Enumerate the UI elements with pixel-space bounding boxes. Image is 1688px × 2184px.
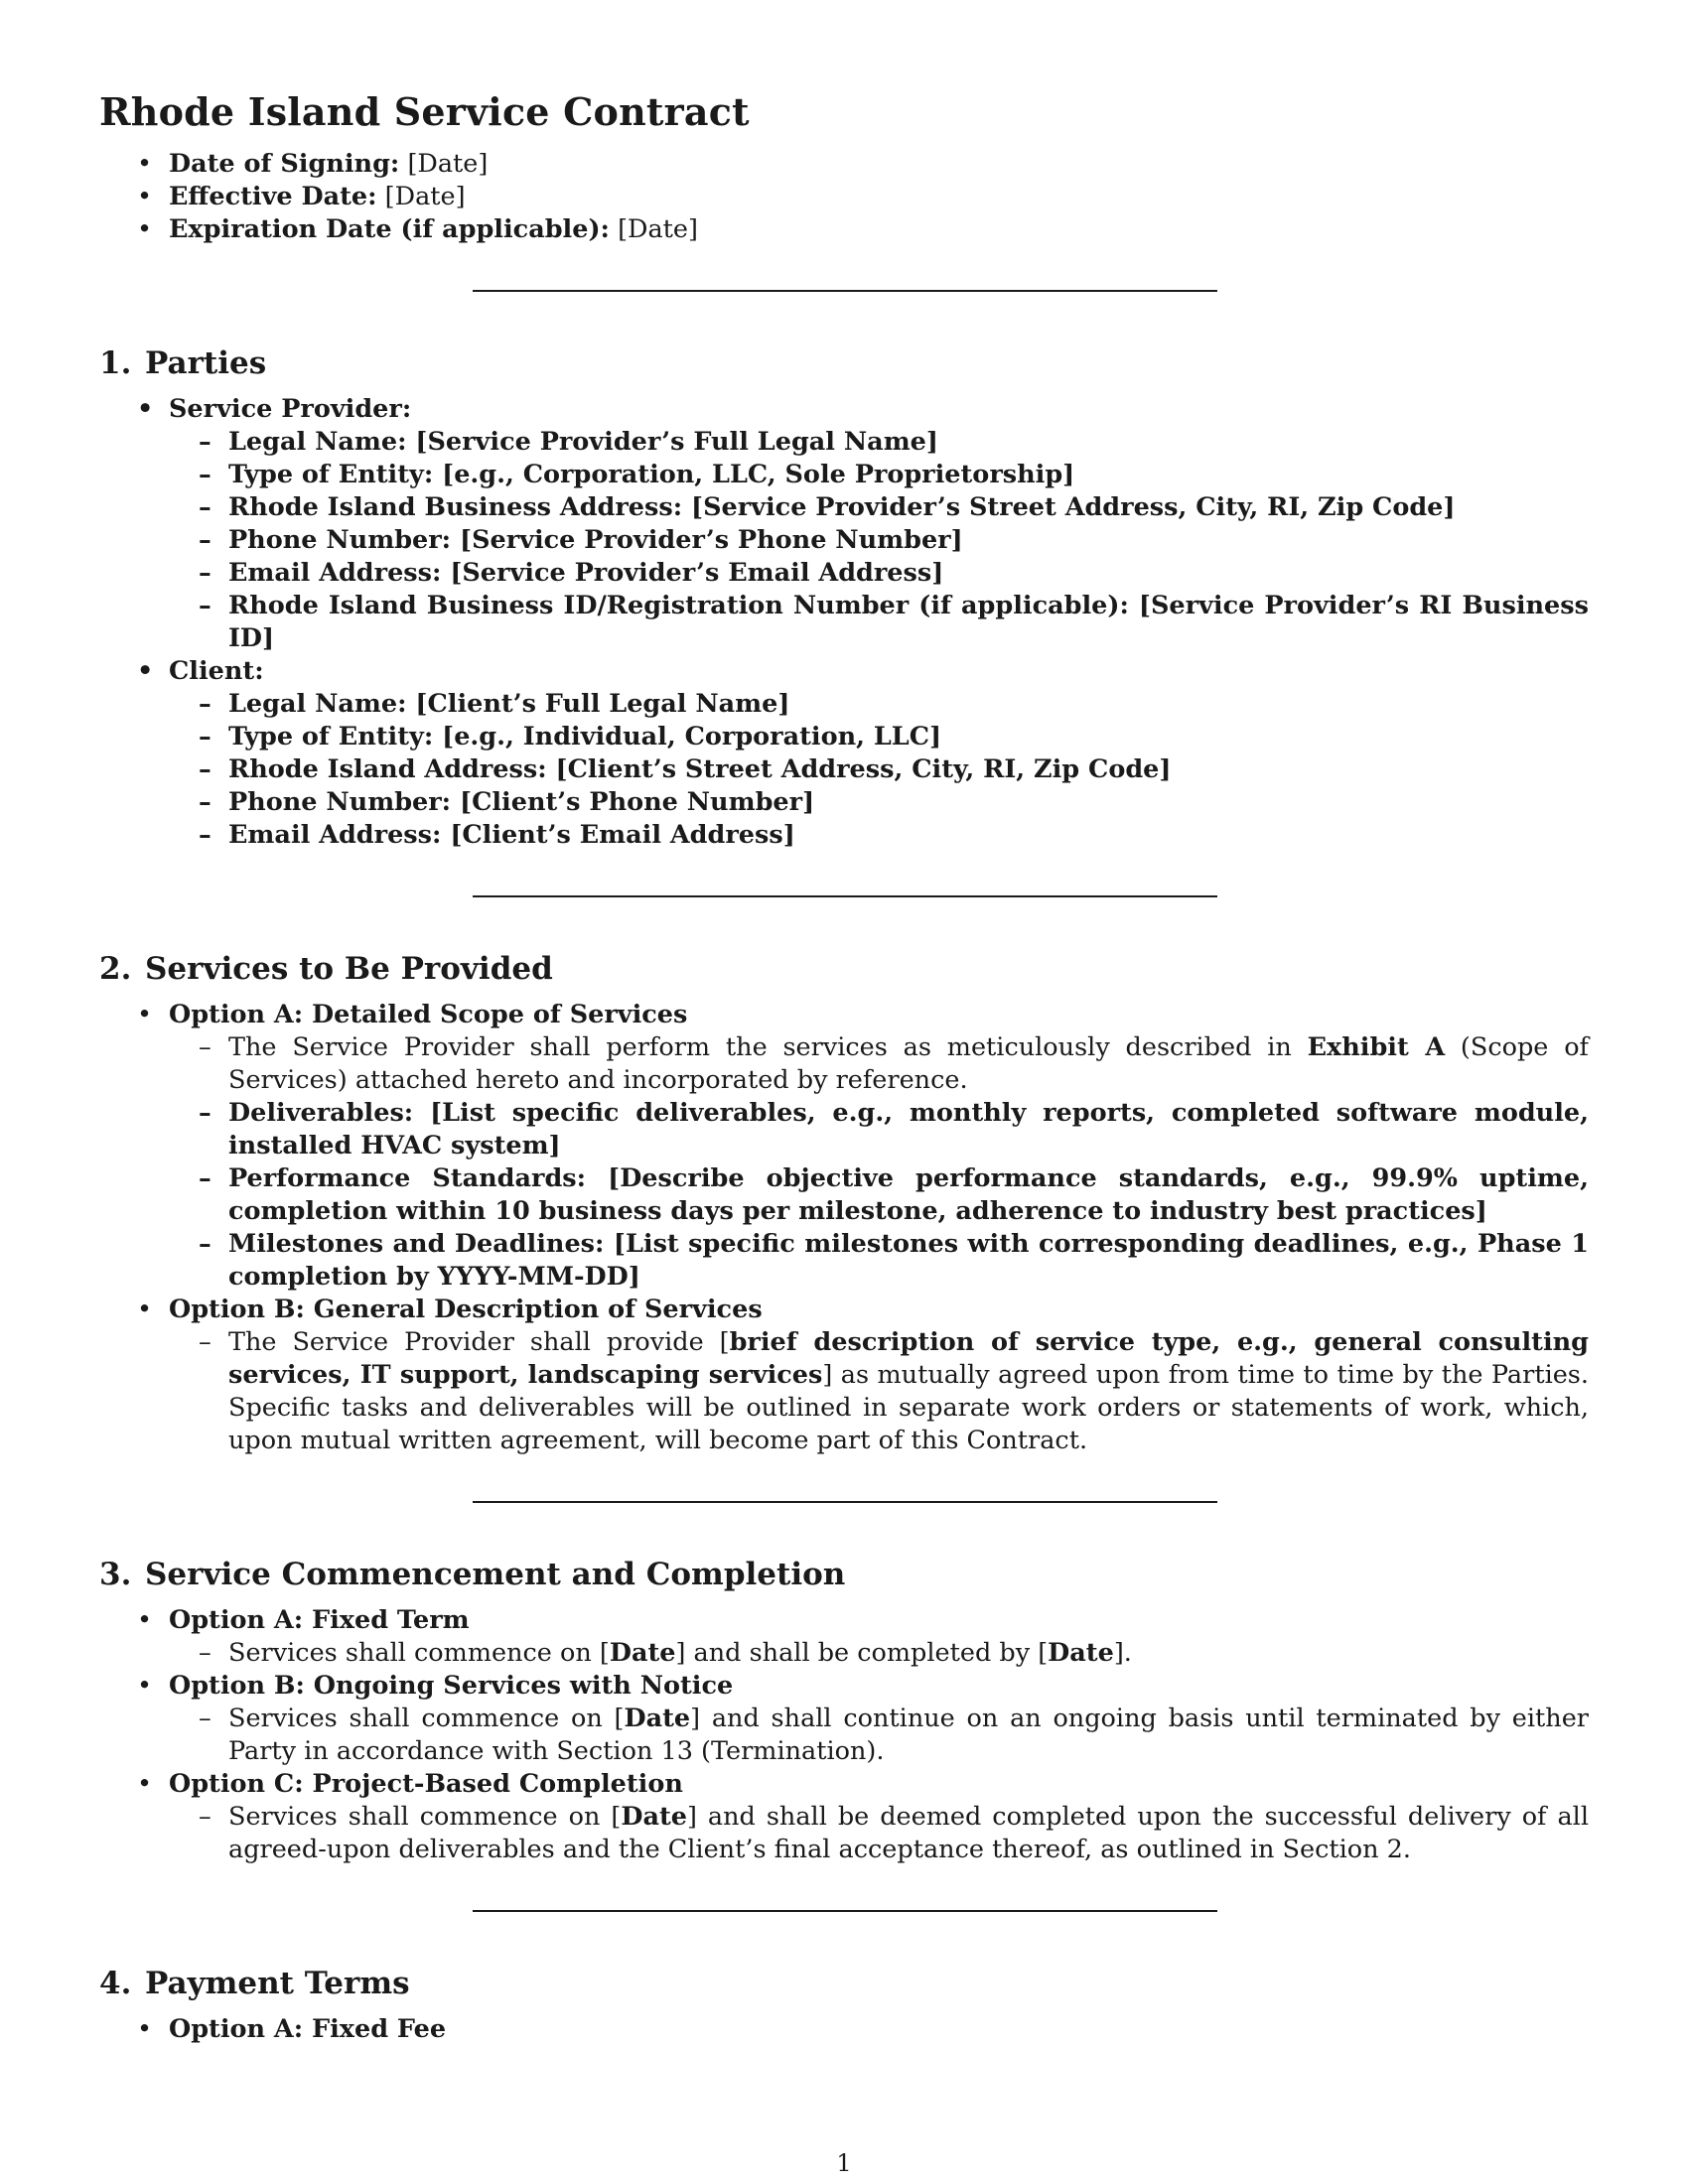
option-a-item [99, 2013, 1589, 2046]
section-heading-payment [99, 1966, 1589, 2001]
field-value: [Service Provider’s Full Legal Name] [415, 427, 938, 457]
field-value: [Service Provider’s RI Business ID] [228, 591, 1589, 653]
list-item [169, 1703, 1589, 1768]
field-value: [e.g., Individual, Corporation, LLC] [442, 722, 942, 751]
services-list [99, 999, 1589, 1457]
list-item [169, 459, 1589, 491]
date-value: [Date] [618, 214, 698, 244]
parties-list [99, 393, 1589, 852]
date-label: Effective Date: [169, 182, 377, 211]
date-value: [Date] [407, 149, 489, 179]
section-divider [473, 290, 1217, 292]
text: ] and shall be completed by [ [675, 1638, 1049, 1668]
text: The Service Provider shall perform the services as meticulously described in [228, 1032, 1308, 1062]
field-label: Rhode Island Business ID/Registration Number (if applicable): [228, 591, 1129, 620]
field-label: Legal Name: [228, 427, 407, 457]
effective-date [99, 181, 1589, 213]
section-title: Service Commencement and Completion [145, 1557, 846, 1592]
expiration-date [99, 213, 1589, 246]
list-item [169, 688, 1589, 721]
option-a-details [99, 1637, 1589, 1670]
text: ] and shall continue on an ongoing basis until terminated by either Party in accordance with Section 13 (Termination). [228, 1704, 1589, 1766]
section-heading-commencement [99, 1557, 1589, 1592]
section-number: 3. [99, 1557, 132, 1592]
option-label: Option C: Project-Based Completion [169, 1769, 683, 1799]
field-value: [Client’s Street Address, City, RI, Zip Code] [555, 754, 1172, 784]
date-label: Expiration Date (if applicable): [169, 214, 610, 244]
option-b-item [99, 1670, 1589, 1768]
option-a-item [99, 999, 1589, 1294]
client-label: Client: [169, 656, 264, 686]
field-label: Performance Standards: [228, 1163, 587, 1193]
option-label: Option B: General Description of Services [169, 1295, 763, 1324]
option-c-details [99, 1801, 1589, 1866]
field-label: Email Address: [228, 820, 442, 850]
service-provider-label: Service Provider: [169, 394, 412, 424]
list-item [169, 524, 1589, 557]
date-placeholder: Date [621, 1802, 687, 1832]
option-label: Option B: Ongoing Services with Notice [169, 1671, 734, 1701]
list-item [169, 1637, 1589, 1670]
field-label: Phone Number: [228, 525, 452, 555]
field-value: [e.g., Corporation, LLC, Sole Proprietorship] [442, 460, 1075, 489]
text: (Scope of Services) attached hereto and incorporated by reference. [228, 1032, 1589, 1095]
field-label: Email Address: [228, 558, 442, 588]
field-label: Milestones and Deadlines: [228, 1229, 605, 1259]
field-value: [List specific deliverables, e.g., monthly reports, completed software module, installed HVAC system] [228, 1098, 1589, 1160]
list-item [169, 1228, 1589, 1294]
service-provider-item [99, 393, 1589, 655]
page-number: 1 [836, 2149, 852, 2177]
field-value: [Client’s Phone Number] [460, 787, 815, 817]
field-value: [Client’s Email Address] [450, 820, 795, 850]
option-label: Option A: Fixed Fee [169, 2014, 447, 2044]
commencement-list [99, 1604, 1589, 1866]
option-b-details [99, 1703, 1589, 1768]
placeholder-text: brief description of service type, e.g., general consulting services, IT support, landscaping services [228, 1327, 1590, 1390]
list-item [169, 786, 1589, 819]
list-item [169, 1031, 1589, 1097]
list-item [169, 721, 1589, 753]
document-title: Rhode Island Service Contract [99, 89, 750, 134]
client-item [99, 655, 1589, 852]
field-value: [Service Provider’s Phone Number] [460, 525, 963, 555]
field-label: Rhode Island Business Address: [228, 492, 683, 522]
field-value: [List specific milestones with corresponding deadlines, e.g., Phase 1 completion by YYYY-MM-DD] [228, 1229, 1589, 1292]
field-value: [Service Provider’s Email Address] [450, 558, 944, 588]
option-a-item [99, 1604, 1589, 1670]
field-label: Phone Number: [228, 787, 452, 817]
date-value: [Date] [384, 182, 466, 211]
field-value: [Client’s Full Legal Name] [415, 689, 790, 719]
list-item [169, 1801, 1589, 1866]
text: ] and shall be deemed completed upon the successful delivery of all agreed-upon deliverables and the Client’s final acceptance thereof, as outlined in Section 2. [228, 1802, 1589, 1864]
date-of-signing [99, 148, 1589, 181]
list-item [169, 426, 1589, 459]
text: The Service Provider shall provide [ [228, 1327, 730, 1357]
list-item [169, 1326, 1589, 1457]
list-item [169, 819, 1589, 852]
section-title: Parties [145, 345, 267, 381]
service-provider-details [99, 426, 1589, 655]
option-b-item [99, 1294, 1589, 1457]
date-placeholder: Date [624, 1704, 691, 1733]
list-item [169, 1162, 1589, 1228]
list-item [169, 557, 1589, 590]
payment-list [99, 2013, 1589, 2046]
list-item [169, 1097, 1589, 1162]
section-divider [473, 895, 1217, 897]
client-details [99, 688, 1589, 852]
list-item [169, 753, 1589, 786]
field-value: [Service Provider’s Street Address, City, RI, Zip Code] [691, 492, 1456, 522]
section-number: 1. [99, 345, 132, 381]
list-item [169, 590, 1589, 655]
text: ] as mutually agreed upon from time to time by the Parties. Specific tasks and deliverables will be outlined in separate work orders or statements of work, which, upon mutual written agreement, will become part of this Contract. [228, 1360, 1590, 1455]
text: Services shall commence on [ [228, 1704, 625, 1733]
option-c-item [99, 1768, 1589, 1866]
section-heading-parties [99, 345, 1589, 381]
section-number: 2. [99, 951, 132, 987]
field-label: Legal Name: [228, 689, 407, 719]
section-heading-services [99, 951, 1589, 987]
section-number: 4. [99, 1966, 132, 2001]
field-label: Rhode Island Address: [228, 754, 547, 784]
field-label: Type of Entity: [228, 722, 434, 751]
option-a-details [99, 1031, 1589, 1294]
field-label: Type of Entity: [228, 460, 434, 489]
text: ]. [1113, 1638, 1132, 1668]
text: Services shall commence on [ [228, 1638, 610, 1668]
list-item [169, 491, 1589, 524]
option-label: Option A: Detailed Scope of Services [169, 1000, 688, 1029]
field-value: [Describe objective performance standards, e.g., 99.9% uptime, completion within 10 business days per milestone, adherence to industry best practices] [228, 1163, 1589, 1226]
section-title: Services to Be Provided [145, 951, 553, 987]
text: Services shall commence on [ [228, 1802, 622, 1832]
option-label: Option A: Fixed Term [169, 1605, 470, 1635]
section-divider [473, 1501, 1217, 1503]
date-placeholder: Date [1048, 1638, 1114, 1668]
section-title: Payment Terms [145, 1966, 410, 2001]
dates-list [99, 148, 1589, 246]
date-label: Date of Signing: [169, 149, 400, 179]
field-label: Deliverables: [228, 1098, 414, 1128]
section-divider [473, 1910, 1217, 1912]
option-b-details [99, 1326, 1589, 1457]
document-page [99, 89, 1589, 2046]
exhibit-reference: Exhibit A [1307, 1032, 1446, 1062]
date-placeholder: Date [609, 1638, 676, 1668]
